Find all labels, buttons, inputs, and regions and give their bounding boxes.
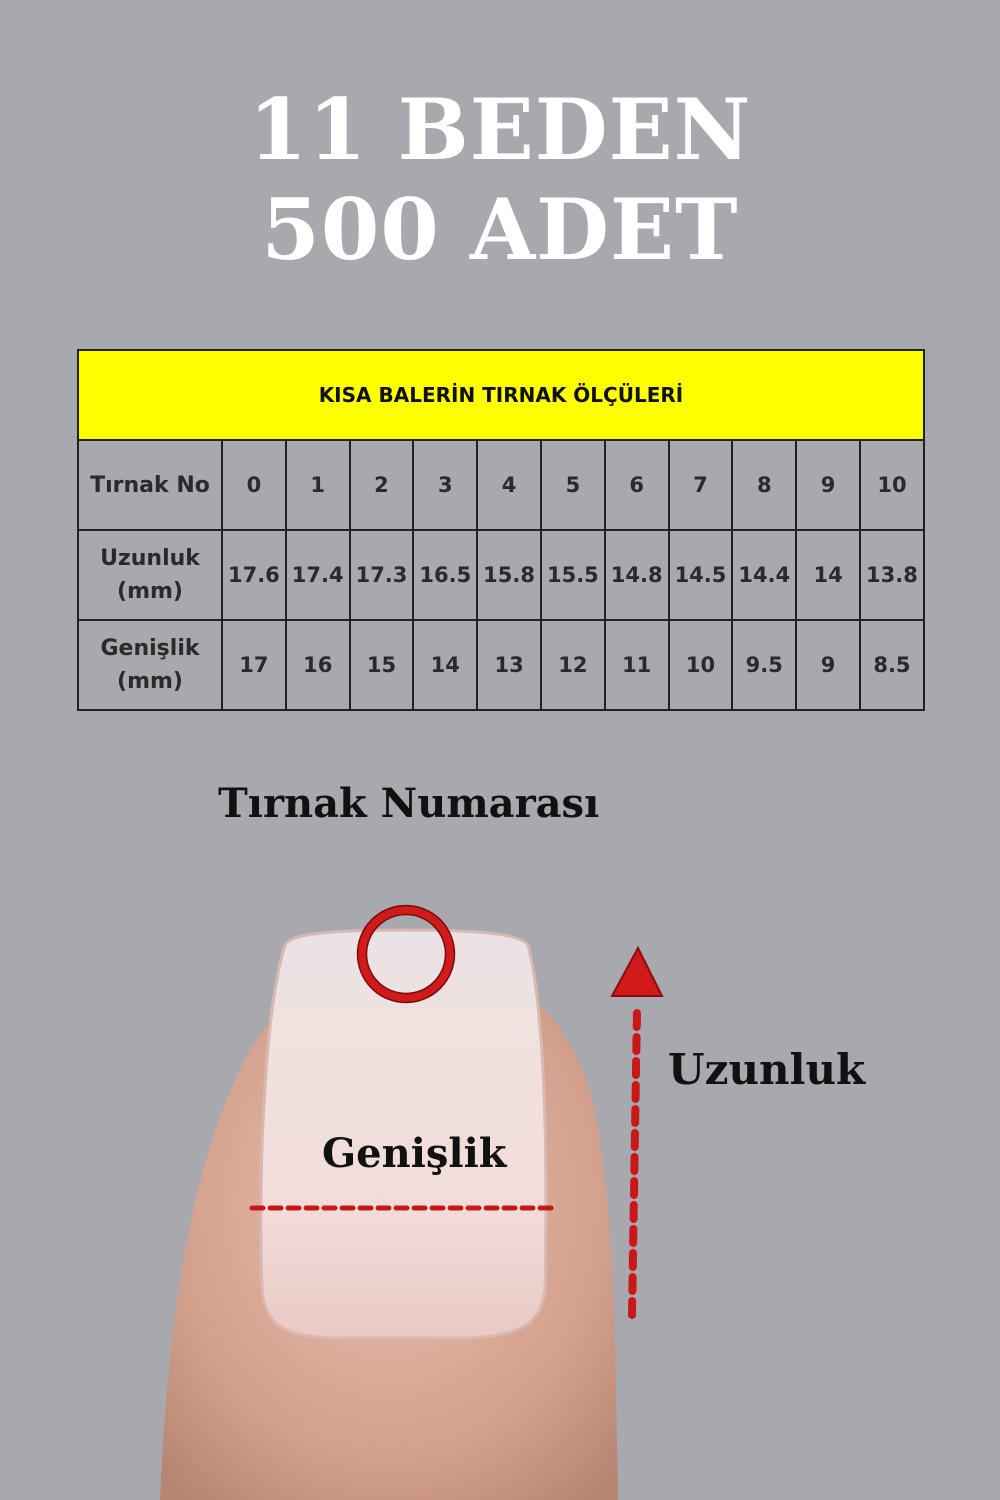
table-cell: 6 bbox=[605, 440, 669, 530]
table-cell: 14.4 bbox=[732, 530, 796, 620]
row-label: Uzunluk (mm) bbox=[78, 530, 222, 620]
table-row bbox=[78, 440, 924, 530]
table-cell: 15.8 bbox=[477, 530, 541, 620]
nail-illustration bbox=[0, 860, 1000, 1500]
table-cell: 13.8 bbox=[860, 530, 924, 620]
table-cell: 16.5 bbox=[413, 530, 477, 620]
row-label: Genişlik (mm) bbox=[78, 620, 222, 710]
width-label: Genişlik bbox=[322, 1130, 507, 1177]
table-cell: 10 bbox=[860, 440, 924, 530]
length-label: Uzunluk bbox=[668, 1045, 866, 1094]
table-cell: 13 bbox=[477, 620, 541, 710]
table-cell: 5 bbox=[541, 440, 605, 530]
table-cell: 3 bbox=[413, 440, 477, 530]
size-chart-table bbox=[77, 349, 925, 711]
headline-piece-count: 500 ADET bbox=[261, 180, 739, 279]
table-row bbox=[78, 620, 924, 710]
table-cell: 17.6 bbox=[222, 530, 286, 620]
table-cell: 17 bbox=[222, 620, 286, 710]
table-cell: 17.3 bbox=[350, 530, 414, 620]
table-cell: 14 bbox=[413, 620, 477, 710]
table-cell: 14 bbox=[796, 530, 860, 620]
headline-size-count: 11 BEDEN bbox=[248, 80, 752, 179]
table-cell: 8 bbox=[732, 440, 796, 530]
nail-number-label: Tırnak Numarası bbox=[218, 780, 600, 827]
table-cell: 7 bbox=[669, 440, 733, 530]
table-title-row bbox=[78, 350, 924, 440]
table-cell: 9 bbox=[796, 440, 860, 530]
table-cell: 12 bbox=[541, 620, 605, 710]
table-cell: 8.5 bbox=[860, 620, 924, 710]
table-cell: 1 bbox=[286, 440, 350, 530]
table-cell: 15 bbox=[350, 620, 414, 710]
table-cell: 14.5 bbox=[669, 530, 733, 620]
row-label: Tırnak No bbox=[78, 440, 222, 530]
table-cell: 0 bbox=[222, 440, 286, 530]
table-cell: 14.8 bbox=[605, 530, 669, 620]
table-cell: 11 bbox=[605, 620, 669, 710]
table-cell: 4 bbox=[477, 440, 541, 530]
table-cell: 15.5 bbox=[541, 530, 605, 620]
table-cell: 2 bbox=[350, 440, 414, 530]
table-cell: 17.4 bbox=[286, 530, 350, 620]
table-row bbox=[78, 530, 924, 620]
table-title: KISA BALERİN TIRNAK ÖLÇÜLERİ bbox=[78, 350, 924, 440]
table-cell: 10 bbox=[669, 620, 733, 710]
table-cell: 16 bbox=[286, 620, 350, 710]
length-arrow-icon bbox=[612, 948, 662, 1315]
table-cell: 9.5 bbox=[732, 620, 796, 710]
table-cell: 9 bbox=[796, 620, 860, 710]
